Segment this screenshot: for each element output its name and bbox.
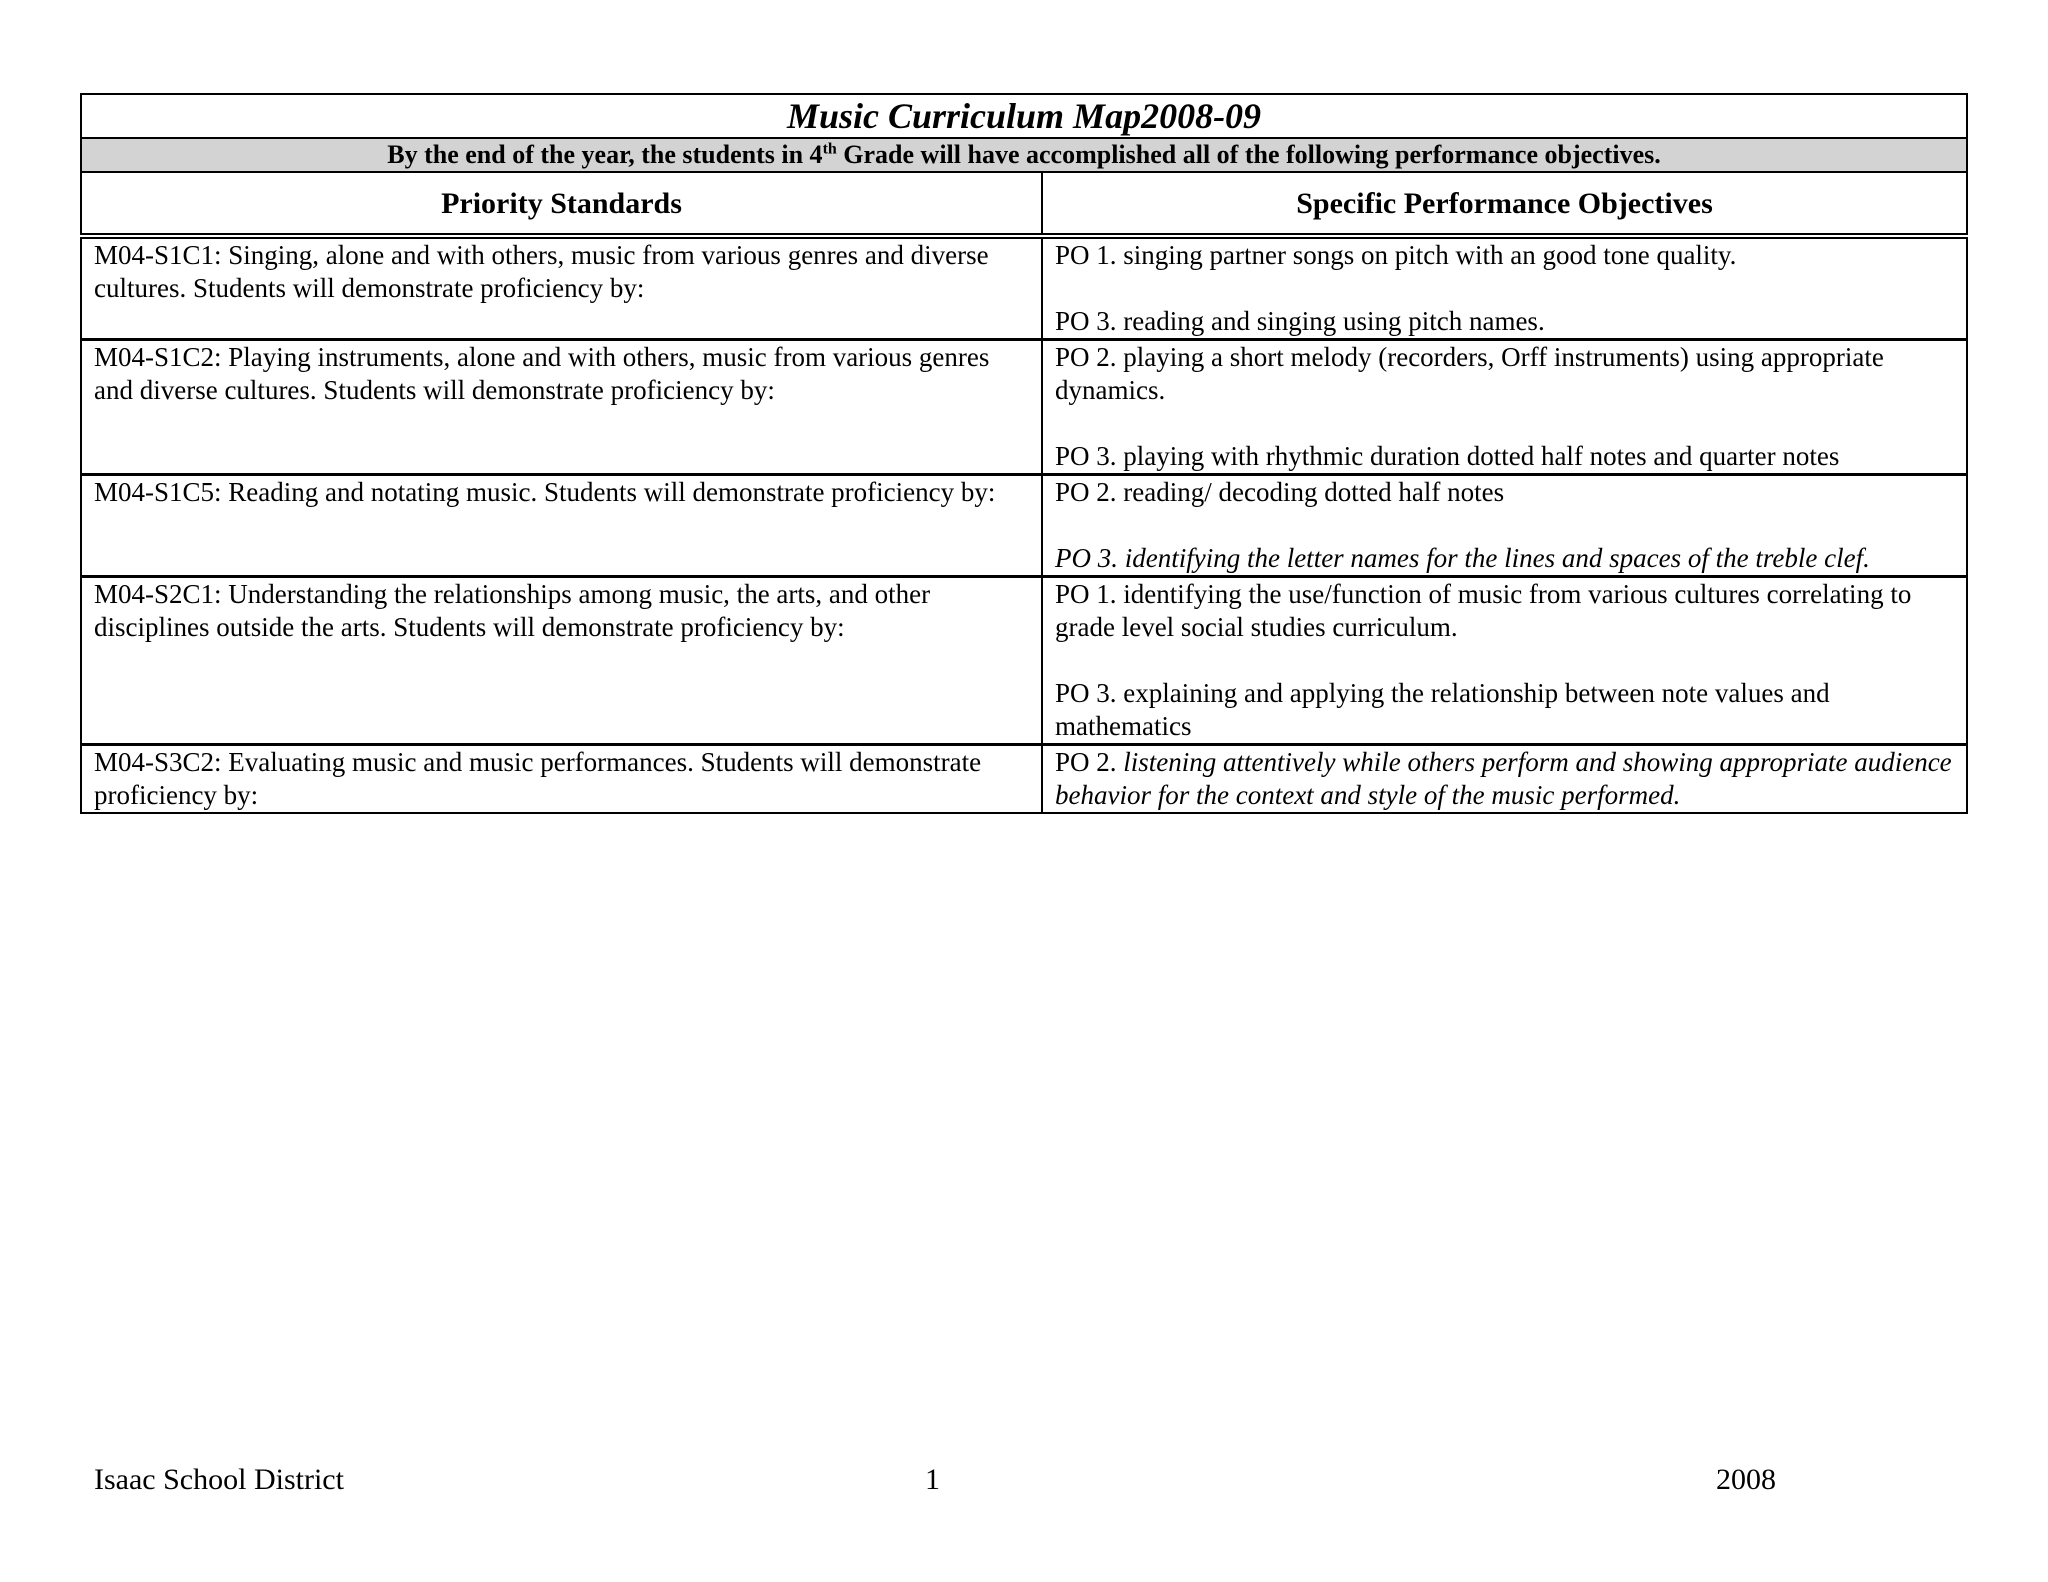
objective-item: PO 1. identifying the use/function of music from various cultures correlating to grade level social studies curriculum. bbox=[1055, 579, 1912, 642]
objective-item: PO 3. explaining and applying the relationship between note values and mathematics bbox=[1055, 678, 1830, 741]
objectives-cell bbox=[1042, 475, 1967, 577]
table-row bbox=[81, 577, 1967, 745]
standard-cell: M04-S1C5: Reading and notating music. Students will demonstrate proficiency by: bbox=[81, 475, 1042, 577]
objectives-cell bbox=[1042, 236, 1967, 340]
header-performance-objectives: Specific Performance Objectives bbox=[1042, 172, 1967, 236]
intro-banner bbox=[81, 138, 1967, 172]
objectives-cell bbox=[1042, 577, 1967, 745]
footer-district: Isaac School District bbox=[94, 1463, 344, 1496]
objective-item: PO 2. playing a short melody (recorders, Orff instruments) using appropriate dynamics. bbox=[1055, 342, 1884, 405]
objective-prefix: PO 2. bbox=[1055, 747, 1124, 777]
header-priority-standards: Priority Standards bbox=[81, 172, 1042, 236]
objective-item: PO 2. reading/ decoding dotted half notes bbox=[1055, 477, 1505, 507]
document-title: Music Curriculum Map2008-09 bbox=[81, 94, 1967, 138]
intro-text-start: By the end of the year, the students in 4 bbox=[387, 140, 823, 169]
curriculum-map-table bbox=[80, 93, 1968, 814]
intro-superscript: th bbox=[822, 140, 837, 158]
objective-item bbox=[1055, 746, 1954, 812]
objective-italic-text: listening attentively while others perform and showing appropriate audience behavior for the context and style of the music performed. bbox=[1055, 747, 1952, 810]
intro-text-end: Grade will have accomplished all of the following performance objectives. bbox=[836, 140, 1661, 169]
table-row bbox=[81, 745, 1967, 814]
objective-item: PO 3. reading and singing using pitch names. bbox=[1055, 306, 1545, 336]
table-row bbox=[81, 236, 1967, 340]
standard-cell: M04-S1C1: Singing, alone and with others, music from various genres and diverse cultures. Students will demonstrate proficiency by: bbox=[81, 236, 1042, 340]
standard-cell: M04-S3C2: Evaluating music and music performances. Students will demonstrate proficiency by: bbox=[81, 745, 1042, 814]
objectives-cell bbox=[1042, 745, 1967, 814]
standard-cell: M04-S2C1: Understanding the relationships among music, the arts, and other disciplines outside the arts. Students will demonstrate proficiency by: bbox=[81, 577, 1042, 745]
objective-item: PO 1. singing partner songs on pitch with an good tone quality. bbox=[1055, 240, 1737, 270]
footer-page-number: 1 bbox=[925, 1463, 940, 1496]
objectives-cell bbox=[1042, 340, 1967, 475]
standard-cell: M04-S1C2: Playing instruments, alone and with others, music from various genres and diverse cultures. Students will demonstrate proficiency by: bbox=[81, 340, 1042, 475]
footer-year: 2008 bbox=[1716, 1463, 1776, 1496]
objective-item: PO 3. playing with rhythmic duration dotted half notes and quarter notes bbox=[1055, 441, 1840, 471]
objective-item: PO 3. identifying the letter names for the lines and spaces of the treble clef. bbox=[1055, 543, 1870, 573]
table-row bbox=[81, 340, 1967, 475]
table-row bbox=[81, 475, 1967, 577]
